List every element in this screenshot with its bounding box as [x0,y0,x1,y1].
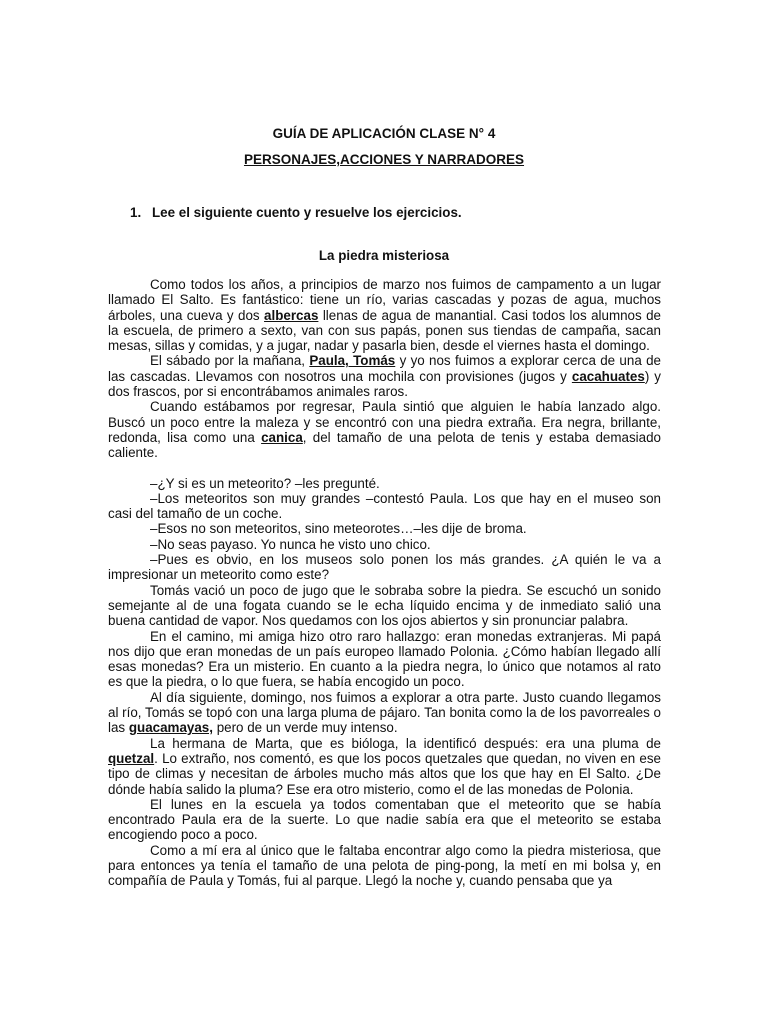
paragraph-gap [108,461,661,476]
paragraph: En el camino, mi amiga hizo otro raro hallazgo: eran monedas extranjeras. Mi papá nos dijo que eran monedas de un país europeo llamado Polonia. ¿Cómo habían llegado allí esas monedas? Era un misterio. En cuanto a la piedra negra, lo único que notamos al rato es que la piedra, o lo que fuera, se había encogido un poco. [108,628,661,690]
dialogue-line: –Pues es obvio, en los museos solo ponen los más grandes. ¿A quién le va a impresionar un meteorito como este? [108,552,661,583]
text-run: Cuando estábamos por regresar, Paula sintió que alguien le había lanzado algo. Buscó un poco entre la maleza y se encontró con una piedra extraña. Era negra, brillante, redonda, lisa como una [108,399,661,445]
page-subtitle: PERSONAJES,ACCIONES Y NARRADORES [243,152,525,167]
text-run: Como todos los años, a principios de marzo nos fuimos de campamento a un lugar llamado El Salto. Es fantástico: tiene un río, varias cascadas y pozas de agua, muchos árboles, una cueva y dos [108,277,661,323]
keyword: albercas [264,307,319,323]
instruction-text: Lee el siguiente cuento y resuelve los ejercicios. [152,205,462,220]
text-run: ) y dos frascos, por si encontrábamos animales raros. [108,368,662,400]
text-run: pero de un verde muy intenso. [212,720,398,736]
keyword: Paula, Tomás [309,353,396,369]
paragraph: Tomás vació un poco de jugo que le sobraba sobre la piedra. Se escuchó un sonido semejante al de una fogata cuando se le echa líquido encima y de inmediato salió una buena cantidad de vapor. Nos quedamos con los ojos abiertos y sin pronunciar palabra. [108,582,661,629]
text-run: . Lo extraño, nos comentó, es que los pocos quetzales que quedan, no viven en ese tipo de climas y necesitan de árboles mucho más altos que los que hay en El Salto. ¿De dónde había salido la pluma? Ese era otro misterio, como el de las monedas de Polonia. [108,750,661,797]
dialogue-line: –¿Y si es un meteorito? –les pregunté. [150,475,380,491]
exercise-instruction [130,205,462,220]
text-run: llenas de agua de manantial. Casi todos los alumnos de la escuela, de primero a sexto, van con sus papás, ponen sus tiendas de campaña, sacan mesas, sillas y comidas, y a jugar, nadar y pasarla bien, desde el viernes hasta el domingo. [108,307,661,354]
text-run: El sábado por la mañana, [150,353,310,369]
instruction-number: 1. [130,205,142,220]
paragraph [108,277,661,353]
story-title: La piedra misteriosa [318,248,450,263]
keyword: guacamayas, [128,720,213,736]
text-run: Al día siguiente, domingo, nos fuimos a explorar a otra parte. Justo cuando llegamos al río, Tomás se topó con una larga pluma de pájaro. Tan bonita como la de los pavorreales o las [108,689,661,736]
paragraph [108,399,661,460]
text-run: y yo nos fuimos a explorar cerca de una de las cascadas. Llevamos con nosotros una mochila con provisiones (jugos y [108,353,661,384]
dialogue-line: –Esos no son meteoritos, sino meteorotes…–les dije de broma. [150,521,527,537]
dialogue-line: –Los meteoritos son muy grandes –contestó Paula. Los que hay en el museo son casi del tamaño de un coche. [108,490,661,522]
keyword: canica [261,429,303,445]
page-title: GUÍA DE APLICACIÓN CLASE N° 4 [272,126,496,141]
keyword: quetzal [108,750,155,766]
paragraph [108,353,661,399]
dialogue-line: –No seas payaso. Yo nunca he visto uno chico. [150,536,431,552]
keyword: cacahuates [571,368,645,384]
paragraph: El lunes en la escuela ya todos comentaban que el meteorito que se había encontrado Paula era de la suerte. Lo que nadie sabía era que el meteorito se estaba encogiendo poco a poco. [108,796,661,843]
text-run: , del tamaño de una pelota de tenis y estaba demasiado caliente. [108,429,661,461]
story-body [108,277,661,889]
paragraph: Como a mí era al único que le faltaba encontrar algo como la piedra misteriosa, que para entonces ya tenía el tamaño de una pelota de ping-pong, la metí en mi bolsa y, en compañía de Paula y Tomás, fui al parque. Llegó la noche y, cuando pensaba que ya [108,842,661,889]
paragraph [108,736,661,797]
paragraph [108,690,661,736]
text-run: La hermana de Marta, que es bióloga, la identificó después: era una pluma de [150,735,661,751]
